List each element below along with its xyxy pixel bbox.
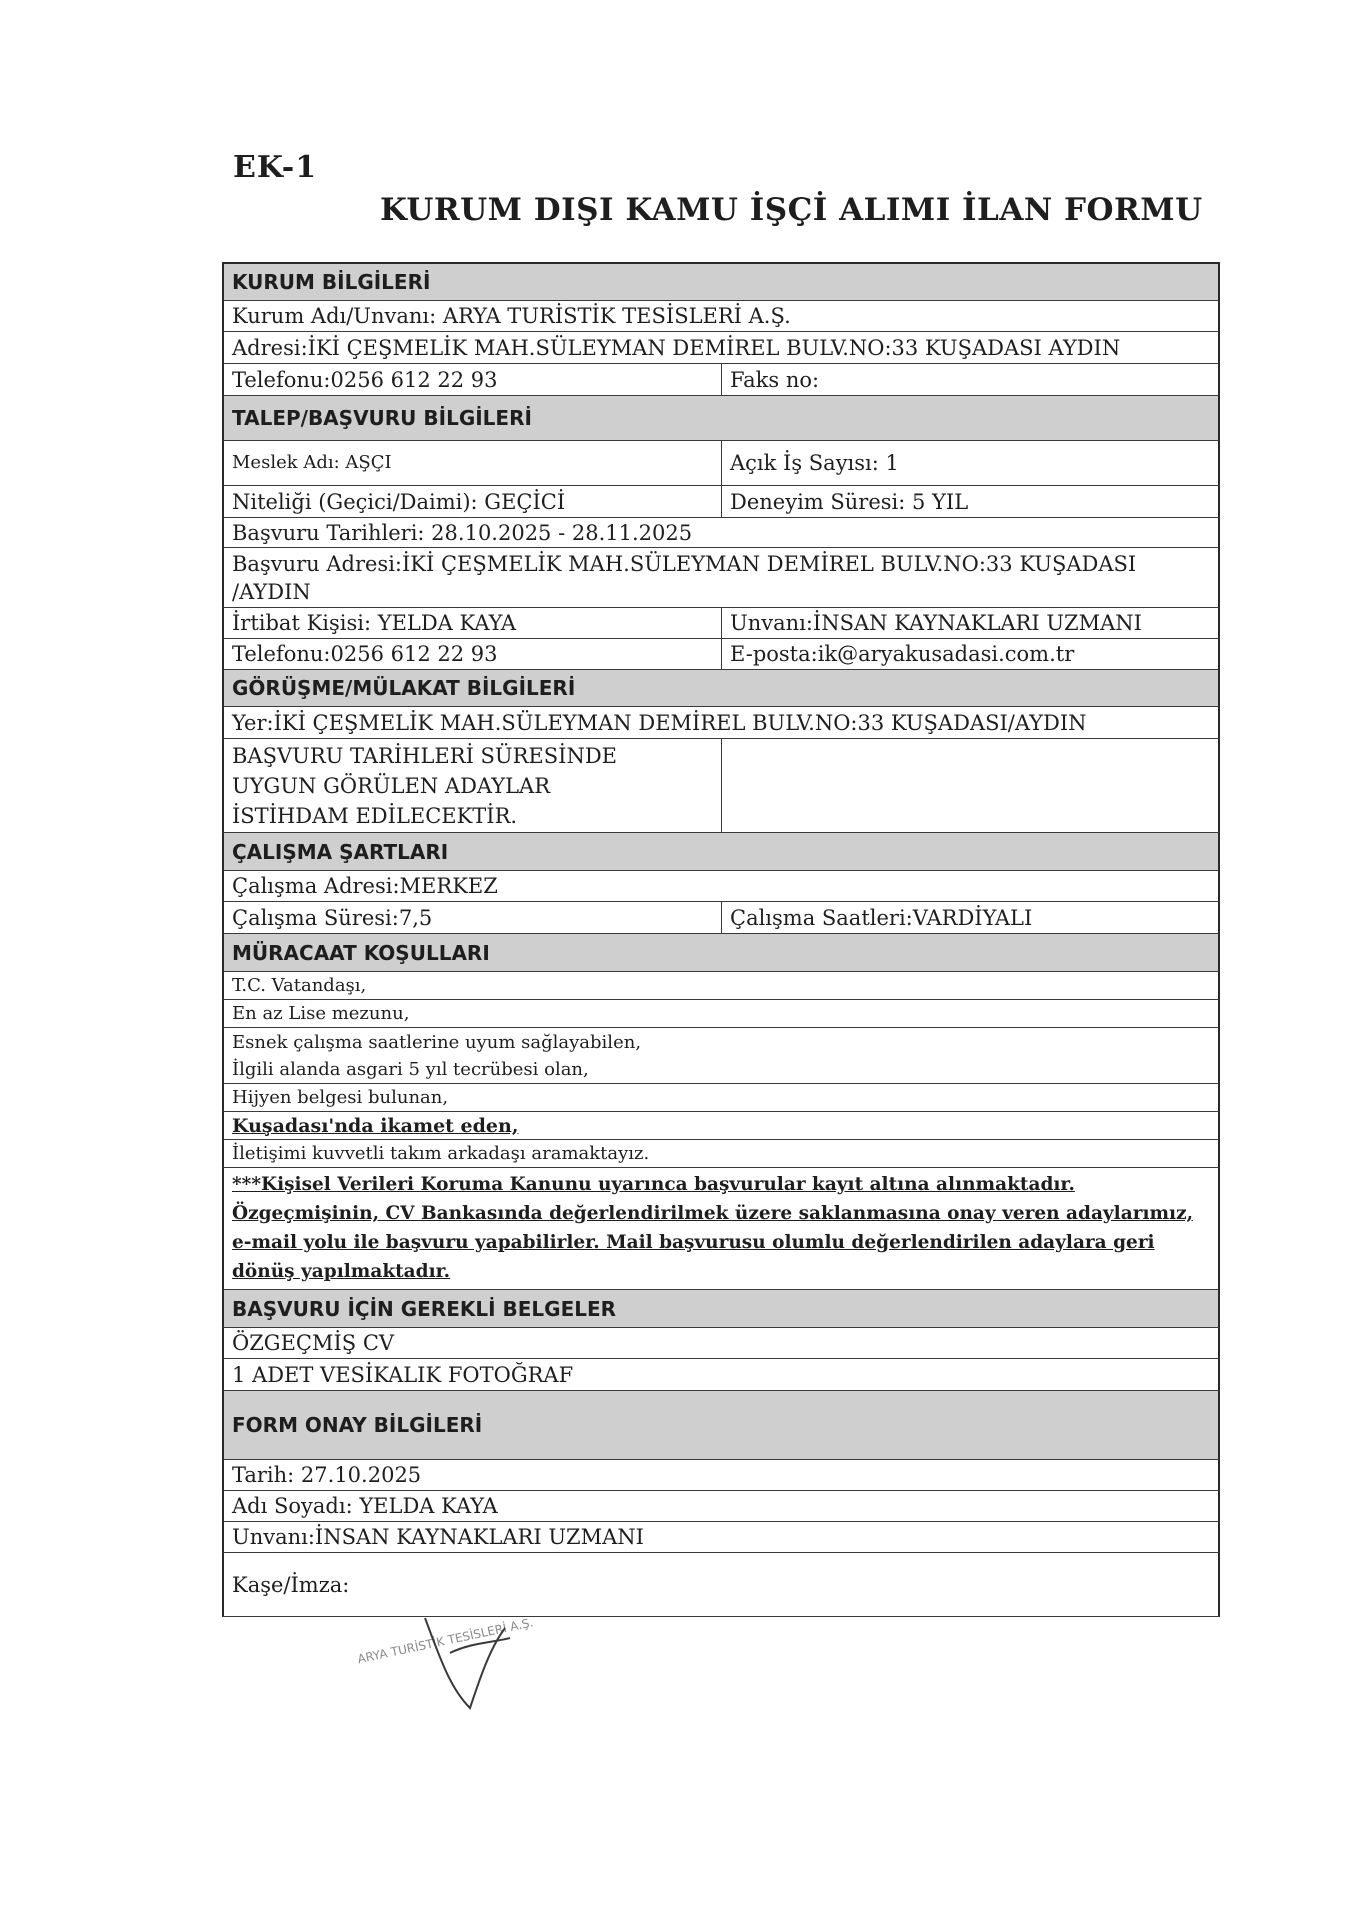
profession: Meslek Adı: AŞÇI bbox=[224, 441, 722, 485]
onay-row-1 bbox=[222, 1460, 1220, 1491]
onay-row-3 bbox=[222, 1522, 1220, 1553]
calisma-row-1 bbox=[222, 871, 1220, 902]
condition-row bbox=[222, 1084, 1220, 1112]
section-heading: TALEP/BAŞVURU BİLGİLERİ bbox=[224, 396, 1218, 440]
condition-item: Hijyen belgesi bulunan, bbox=[232, 1086, 449, 1108]
section-onay bbox=[222, 1391, 1220, 1460]
contact-email[interactable]: E-posta:ik@aryakusadasi.com.tr bbox=[730, 642, 1075, 666]
work-duration: Çalışma Süresi:7,5 bbox=[224, 902, 722, 933]
form-code: EK-1 bbox=[233, 150, 318, 185]
section-talep bbox=[222, 396, 1220, 441]
condition-group bbox=[224, 1028, 1218, 1083]
approval-date: Tarih: 27.10.2025 bbox=[232, 1463, 422, 1487]
document-item: ÖZGEÇMİŞ CV bbox=[232, 1331, 395, 1355]
page-title: KURUM DIŞI KAMU İŞÇİ ALIMI İLAN FORMU bbox=[380, 192, 1203, 228]
section-heading: FORM ONAY BİLGİLERİ bbox=[224, 1391, 1218, 1459]
kurum-fax: Faks no: bbox=[730, 367, 820, 392]
section-heading: ÇALIŞMA ŞARTLARI bbox=[224, 833, 1218, 870]
contact-title: Unvanı:İNSAN KAYNAKLARI UZMANI bbox=[730, 611, 1142, 635]
interview-note: BAŞVURU TARİHLERİ SÜRESİNDE UYGUN GÖRÜLEN ADAYLAR İSTİHDAM EDİLECEKTİR. bbox=[224, 739, 722, 832]
condition-item: İlgili alanda asgari 5 yıl tecrübesi olan, bbox=[232, 1058, 589, 1080]
condition-row bbox=[222, 1112, 1220, 1140]
approver-title: Unvanı:İNSAN KAYNAKLARI UZMANI bbox=[232, 1525, 644, 1549]
condition-item: İletişimi kuvvetli takım arkadaşı aramaktayız. bbox=[232, 1142, 650, 1164]
interview-place: Yer:İKİ ÇEŞMELİK MAH.SÜLEYMAN DEMİREL BULV.NO:33 KUŞADASI/AYDIN bbox=[232, 710, 1087, 735]
work-address: Çalışma Adresi:MERKEZ bbox=[232, 874, 498, 898]
section-kurum bbox=[222, 262, 1220, 301]
talep-row-4 bbox=[222, 548, 1220, 608]
contact-person: İrtibat Kişisi: YELDA KAYA bbox=[224, 608, 722, 638]
kurum-phone: Telefonu:0256 612 22 93 bbox=[224, 364, 722, 395]
section-heading: BAŞVURU İÇİN GEREKLİ BELGELER bbox=[224, 1290, 1218, 1327]
document-row bbox=[222, 1328, 1220, 1359]
stamp-text: ARYA TURİSTİK TESİSLERİ A.Ş. bbox=[356, 1615, 535, 1667]
section-heading: KURUM BİLGİLERİ bbox=[224, 264, 1218, 300]
onay-row-2 bbox=[222, 1491, 1220, 1522]
talep-row-5 bbox=[222, 608, 1220, 639]
talep-row-2 bbox=[222, 486, 1220, 518]
empty-cell bbox=[722, 739, 1218, 832]
section-belgeler bbox=[222, 1290, 1220, 1328]
announcement-form bbox=[222, 262, 1220, 1617]
talep-row-3 bbox=[222, 518, 1220, 548]
application-address: Başvuru Adresi:İKİ ÇEŞMELİK MAH.SÜLEYMAN DEMİREL BULV.NO:33 KUŞADASI /AYDIN bbox=[232, 552, 1137, 604]
kurum-contact-row bbox=[222, 364, 1220, 396]
condition-item: Esnek çalışma saatlerine uyum sağlayabilen, bbox=[232, 1031, 642, 1053]
document-item: 1 ADET VESİKALIK FOTOĞRAF bbox=[232, 1362, 574, 1387]
condition-row bbox=[222, 1140, 1220, 1168]
condition-item: T.C. Vatandaşı, bbox=[232, 974, 367, 996]
kurum-address: Adresi:İKİ ÇEŞMELİK MAH.SÜLEYMAN DEMİREL BULV.NO:33 KUŞADASI AYDIN bbox=[232, 335, 1121, 360]
calisma-row-2 bbox=[222, 902, 1220, 934]
kurum-name: Kurum Adı/Unvanı: ARYA TURİSTİK TESİSLERİ A.Ş. bbox=[232, 304, 791, 328]
approver-name: Adı Soyadı: YELDA KAYA bbox=[232, 1494, 498, 1518]
onay-row-4 bbox=[222, 1553, 1220, 1617]
condition-item: Kuşadası'nda ikamet eden, bbox=[232, 1114, 519, 1137]
section-muracaat bbox=[222, 934, 1220, 972]
condition-item: En az Lise mezunu, bbox=[232, 1002, 410, 1024]
kurum-name-row bbox=[222, 301, 1220, 332]
gorusme-row-1 bbox=[222, 707, 1220, 739]
section-gorusme bbox=[222, 670, 1220, 707]
nature: Niteliği (Geçici/Daimi): GEÇİCİ bbox=[224, 486, 722, 517]
condition-row bbox=[222, 972, 1220, 1000]
section-calisma bbox=[222, 833, 1220, 871]
contact-phone: Telefonu:0256 612 22 93 bbox=[224, 639, 722, 669]
kvkk-row bbox=[222, 1168, 1220, 1290]
kvkk-note: ***Kişisel Verileri Koruma Kanunu uyarınca başvurular kayıt altına alınmaktadır. Özgeçmişinin, CV Bankasında değerlendirilmek üzere saklanmasına onay veren adaylarımız, e-mail yolu ile başvuru yapabilirler. Mail başvurusu olumlu değerlendirilen adaylara geri dönüş yapılmaktadır. bbox=[232, 1174, 1194, 1282]
condition-row bbox=[222, 1028, 1220, 1084]
talep-row-1 bbox=[222, 441, 1220, 486]
signature-mark bbox=[425, 1618, 510, 1708]
gorusme-row-2 bbox=[222, 739, 1220, 833]
talep-row-6 bbox=[222, 639, 1220, 670]
open-positions: Açık İş Sayısı: 1 bbox=[730, 451, 899, 475]
application-dates: Başvuru Tarihleri: 28.10.2025 - 28.11.2025 bbox=[232, 520, 693, 545]
document-row bbox=[222, 1359, 1220, 1391]
section-heading: GÖRÜŞME/MÜLAKAT BİLGİLERİ bbox=[224, 670, 1218, 706]
experience: Deneyim Süresi: 5 YIL bbox=[730, 489, 969, 514]
kurum-address-row bbox=[222, 332, 1220, 364]
section-heading: MÜRACAAT KOŞULLARI bbox=[224, 934, 1218, 971]
stamp-label: Kaşe/İmza: bbox=[232, 1572, 350, 1597]
condition-row bbox=[222, 1000, 1220, 1028]
work-hours: Çalışma Saatleri:VARDİYALI bbox=[730, 905, 1033, 930]
